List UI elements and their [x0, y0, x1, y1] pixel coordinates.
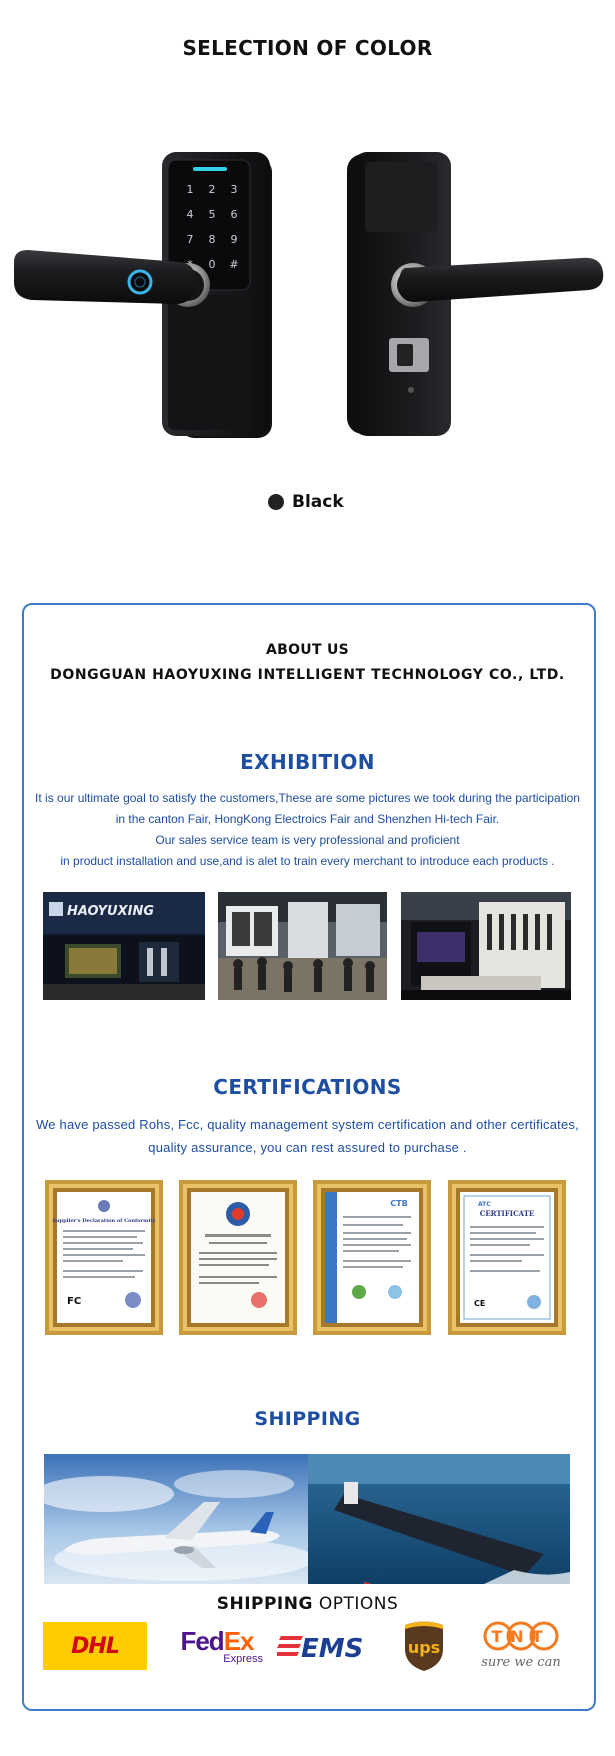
- svg-text:5: 5: [208, 208, 216, 221]
- cert-4-header: CERTIFICATE: [479, 1209, 535, 1218]
- exhibition-photo-booth-3: [401, 892, 571, 1000]
- cert-3-brand: CTB: [390, 1199, 408, 1208]
- exhibition-title: EXHIBITION: [240, 750, 375, 774]
- exhibition-line: in the canton Fair, HongKong Electroics Fair and Shenzhen Hi-tech Fair.: [115, 812, 500, 826]
- ups-logo-text: ups: [407, 1638, 441, 1657]
- certifications-title: CERTIFICATIONS: [213, 1075, 402, 1099]
- booth-sign-text: HAOYUXING: [67, 904, 155, 919]
- certificate-atc: [448, 1180, 566, 1335]
- lock-back-image: [345, 150, 610, 440]
- shipping-banner-image: [44, 1454, 570, 1584]
- cert-4-brand: ATC: [478, 1201, 491, 1208]
- fedex-logo-subtitle: Express: [223, 1652, 263, 1665]
- color-swatch-dot: [268, 494, 284, 510]
- exhibition-line: Our sales service team is very professional and proficient: [155, 833, 460, 847]
- exhibition-photo-hall-2: [218, 892, 387, 1000]
- svg-text:1: 1: [186, 183, 194, 196]
- shipping-options-rest: OPTIONS: [312, 1594, 399, 1614]
- svg-text:9: 9: [230, 233, 238, 246]
- svg-text:4: 4: [186, 208, 194, 221]
- tnt-logo-icon: [470, 1618, 572, 1674]
- ups-shield-icon: [401, 1619, 447, 1673]
- certifications-line: We have passed Rohs, Fcc, quality management system certification and other certificates,: [36, 1117, 579, 1132]
- lock-front-image: [10, 150, 275, 440]
- certificate-fcc: [45, 1180, 163, 1335]
- svg-text:8: 8: [208, 233, 216, 246]
- color-option-label: Black: [292, 492, 344, 512]
- tnt-logo: [470, 1618, 572, 1674]
- certificate-quality-management: [179, 1180, 297, 1335]
- svg-text:0: 0: [208, 258, 216, 271]
- company-name: DONGGUAN HAOYUXING INTELLIGENT TECHNOLOGY CO., LTD.: [50, 667, 565, 683]
- ems-logo: [277, 1618, 377, 1674]
- fedex-logo: [163, 1618, 271, 1674]
- exhibition-description: [0, 788, 615, 872]
- fedex-logo-ex: Ex: [223, 1625, 254, 1656]
- dhl-logo-text: DHL: [71, 1633, 119, 1659]
- ems-logo-icon: [277, 1626, 377, 1666]
- fedex-logo-fed: Fed: [180, 1625, 224, 1656]
- tnt-logo-text: TNT: [491, 1627, 551, 1646]
- svg-text:CE: CE: [474, 1299, 486, 1308]
- certifications-description: [0, 1113, 615, 1159]
- fingerprint-sensor-icon: [129, 271, 151, 293]
- svg-text:2: 2: [208, 183, 216, 196]
- shipping-title: SHIPPING: [254, 1408, 361, 1430]
- exhibition-line: It is our ultimate goal to satisfy the customers,These are some pictures we took during the participation: [35, 791, 580, 805]
- svg-text:3: 3: [230, 183, 238, 196]
- certificate-ctb: [313, 1180, 431, 1335]
- cert-1-header: Supplier's Declaration of Conformity: [52, 1218, 156, 1224]
- shipping-options-bold: SHIPPING: [216, 1594, 313, 1614]
- svg-text:6: 6: [230, 208, 238, 221]
- shipping-options-title: [0, 1594, 615, 1614]
- status-led-bar: [193, 167, 227, 171]
- svg-text:#: #: [229, 258, 239, 271]
- ems-logo-text: EMS: [301, 1634, 364, 1664]
- ups-logo: [396, 1618, 452, 1674]
- exhibition-line: in product installation and use,and is alet to train every merchant to introduce each products .: [60, 854, 555, 868]
- dhl-logo: [43, 1622, 147, 1670]
- color-section-title: SELECTION OF COLOR: [182, 36, 433, 60]
- exhibition-photo-booth-1: [43, 892, 205, 1000]
- tnt-slogan: sure we can: [481, 1655, 561, 1670]
- svg-text:FC: FC: [67, 1296, 82, 1307]
- color-option-black: [268, 490, 344, 514]
- svg-text:7: 7: [186, 233, 194, 246]
- about-us-title: ABOUT US: [265, 642, 350, 658]
- certifications-line: quality assurance, you can rest assured to purchase .: [148, 1140, 467, 1155]
